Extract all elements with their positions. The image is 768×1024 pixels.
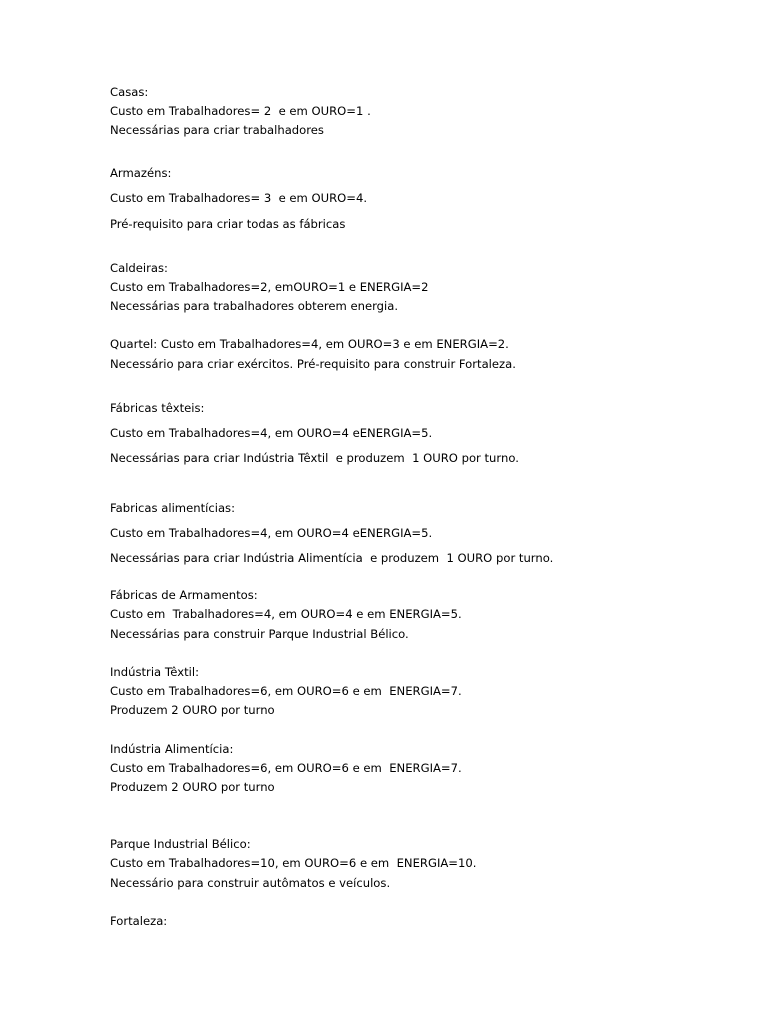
text-fabricas-arm-desc: Necessárias para construir Parque Industrial Bélico. — [110, 627, 409, 641]
text-quartel-desc: Necessário para criar exércitos. Pré-requisito para construir Fortaleza. — [110, 357, 516, 371]
text-caldeiras-desc: Necessárias para trabalhadores obterem energia. — [110, 299, 399, 313]
text-fabricas-arm-custo: Custo em Trabalhadores=4, em OURO=4 e em ENERGIA=5. — [110, 607, 462, 621]
text-parque-desc: Necessário para construir autômatos e veículos. — [110, 876, 391, 890]
text-fabricas-texteis-desc: Necessárias para criar Indústria Têxtil e produzem 1 OURO por turno. — [110, 451, 519, 465]
heading-industria-textil: Indústria Têxtil: — [110, 665, 199, 679]
heading-parque-industrial: Parque Industrial Bélico: — [110, 837, 251, 851]
heading-fabricas-armamentos: Fábricas de Armamentos: — [110, 588, 258, 602]
heading-fortaleza: Fortaleza: — [110, 914, 168, 928]
text-fabricas-alim-desc: Necessárias para criar Indústria Alimentícia e produzem 1 OURO por turno. — [110, 551, 554, 565]
text-fabricas-alim-custo: Custo em Trabalhadores=4, em OURO=4 eENERGIA=5. — [110, 526, 433, 540]
heading-casas: Casas: — [110, 85, 149, 99]
text-industria-textil-prod: Produzem 2 OURO por turno — [110, 703, 275, 717]
text-parque-custo: Custo em Trabalhadores=10, em OURO=6 e em ENERGIA=10. — [110, 856, 477, 870]
heading-caldeiras: Caldeiras: — [110, 261, 168, 275]
text-armazens-desc: Pré-requisito para criar todas as fábricas — [110, 217, 346, 231]
text-armazens-custo: Custo em Trabalhadores= 3 e em OURO=4. — [110, 191, 368, 205]
text-casas-desc: Necessárias para criar trabalhadores — [110, 123, 324, 137]
text-quartel-custo: Quartel: Custo em Trabalhadores=4, em OURO=3 e em ENERGIA=2. — [110, 337, 509, 351]
text-caldeiras-custo: Custo em Trabalhadores=2, emOURO=1 e ENERGIA=2 — [110, 280, 429, 294]
text-fabricas-texteis-custo: Custo em Trabalhadores=4, em OURO=4 eENERGIA=5. — [110, 426, 433, 440]
text-industria-alim-custo: Custo em Trabalhadores=6, em OURO=6 e em ENERGIA=7. — [110, 761, 462, 775]
heading-armazens: Armazéns: — [110, 166, 172, 180]
heading-fabricas-texteis: Fábricas têxteis: — [110, 401, 205, 415]
text-industria-alim-prod: Produzem 2 OURO por turno — [110, 780, 275, 794]
text-casas-custo: Custo em Trabalhadores= 2 e em OURO=1 . — [110, 104, 371, 118]
heading-industria-alimenticia: Indústria Alimentícia: — [110, 742, 234, 756]
heading-fabricas-alimenticias: Fabricas alimentícias: — [110, 501, 235, 515]
text-industria-textil-custo: Custo em Trabalhadores=6, em OURO=6 e em ENERGIA=7. — [110, 684, 462, 698]
